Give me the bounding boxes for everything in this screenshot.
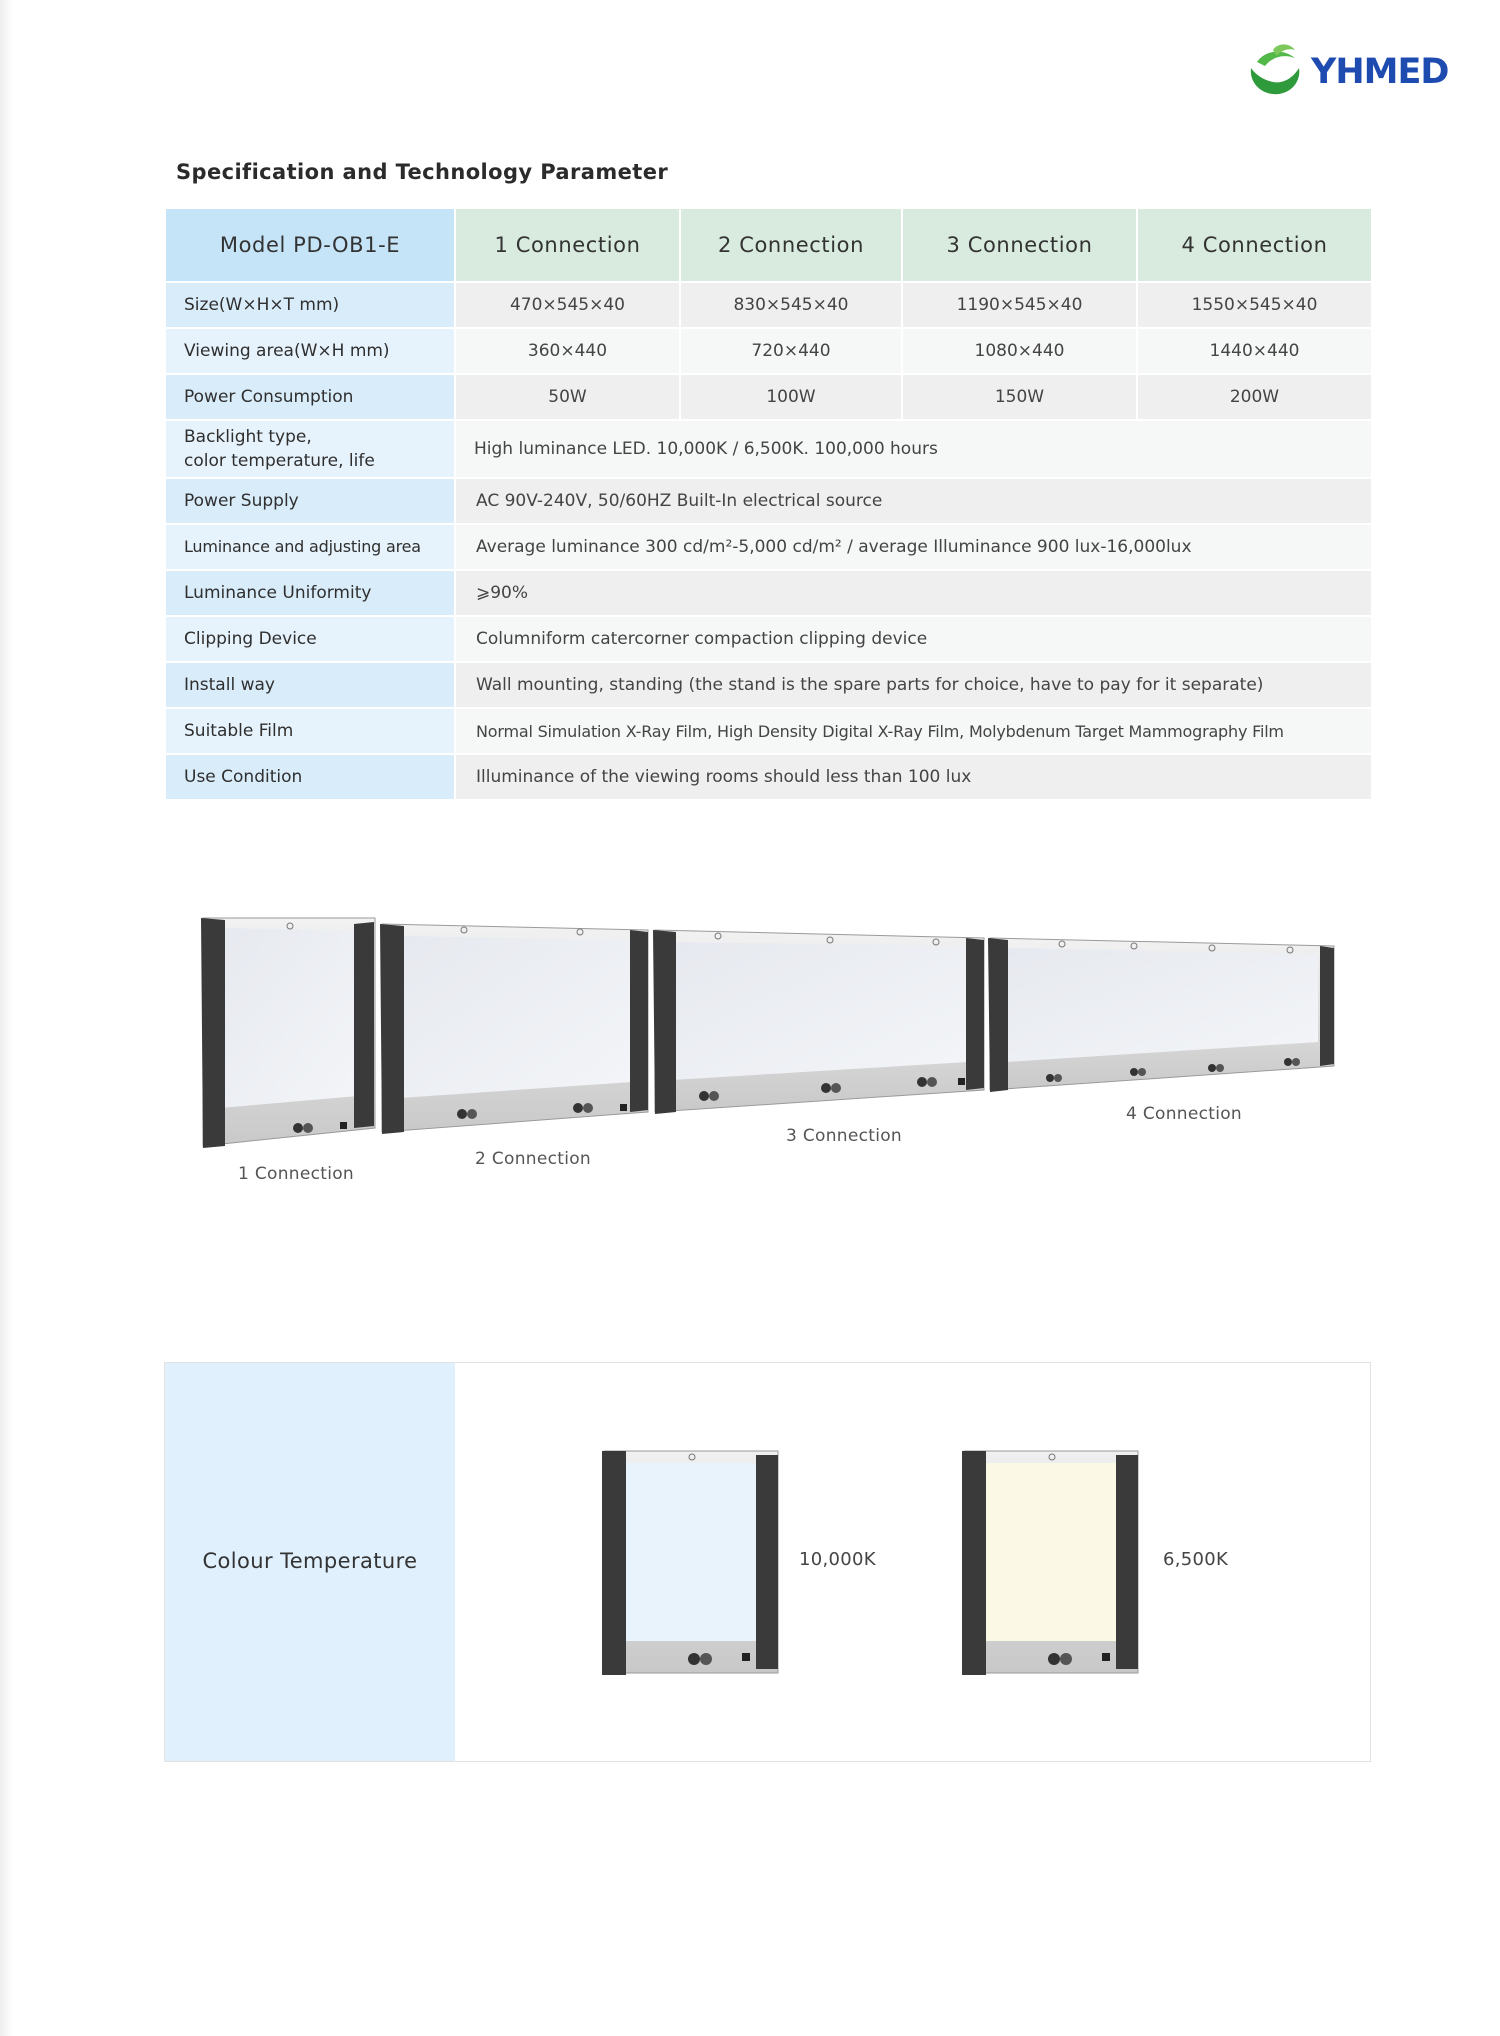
row-label: Suitable Film (165, 708, 455, 754)
cell-value: 1440×440 (1137, 328, 1372, 374)
product-label-2-connection: 2 Connection (475, 1149, 592, 1169)
brand-logo (1243, 44, 1453, 100)
cell-value: 360×440 (455, 328, 680, 374)
row-label: Power Supply (165, 478, 455, 524)
cell-value: 470×545×40 (455, 282, 680, 328)
row-label: Clipping Device (165, 616, 455, 662)
cell-value: AC 90V-240V, 50/60HZ Built-In electrical source (455, 478, 1372, 524)
colour-temperature-label-cell (165, 1363, 455, 1761)
logo-leaf-icon (1243, 44, 1309, 100)
table-row-backlight (165, 420, 1372, 478)
row-label: Install way (165, 662, 455, 708)
cell-value: 50W (455, 374, 680, 420)
table-row-size (165, 282, 1372, 328)
header-2-connection: 2 Connection (680, 208, 902, 282)
table-row-power-consumption (165, 374, 1372, 420)
cell-value: 720×440 (680, 328, 902, 374)
viewer-6500k-image (962, 1449, 1144, 1677)
row-label (165, 420, 455, 478)
row-label: Viewing area(W×H mm) (165, 328, 455, 374)
row-label: Luminance Uniformity (165, 570, 455, 616)
colour-temperature-title: Colour Temperature (202, 1549, 418, 1573)
spec-table (164, 207, 1373, 801)
cell-value: ⩾90% (455, 570, 1372, 616)
cell-value: Illuminance of the viewing rooms should less than 100 lux (455, 754, 1372, 800)
colour-temperature-section (164, 1362, 1371, 1762)
cell-value: 1550×545×40 (1137, 282, 1372, 328)
row-label: Power Consumption (165, 374, 455, 420)
page-edge-shade (0, 0, 14, 2036)
row-label: Size(W×H×T mm) (165, 282, 455, 328)
row-label: Use Condition (165, 754, 455, 800)
table-header-row (165, 208, 1372, 282)
cell-value: 200W (1137, 374, 1372, 420)
cell-value: Columniform catercorner compaction clipping device (455, 616, 1372, 662)
table-row-suitable-film (165, 708, 1372, 754)
colour-temp-10000k-label: 10,000K (799, 1549, 876, 1570)
table-row-clipping-device (165, 616, 1372, 662)
product-label-1-connection: 1 Connection (238, 1164, 355, 1184)
header-3-connection: 3 Connection (902, 208, 1137, 282)
cell-value: 150W (902, 374, 1137, 420)
cell-value: Average luminance 300 cd/m²-5,000 cd/m² / average Illuminance 900 lux-16,000lux (455, 524, 1372, 570)
header-model: Model PD-OB1-E (165, 208, 455, 282)
viewer-2-connection-image (380, 924, 648, 1134)
cell-value: 100W (680, 374, 902, 420)
table-row-power-supply (165, 478, 1372, 524)
viewer-10000k-image (602, 1449, 784, 1677)
product-label-4-connection: 4 Connection (1126, 1104, 1243, 1124)
cell-value: High luminance LED. 10,000K / 6,500K. 100,000 hours (455, 420, 1372, 478)
viewer-3-connection-image (653, 930, 984, 1114)
header-4-connection: 4 Connection (1137, 208, 1372, 282)
table-row-uniformity (165, 570, 1372, 616)
colour-temp-6500k-label: 6,500K (1163, 1549, 1229, 1570)
cell-value: 830×545×40 (680, 282, 902, 328)
cell-value: 1080×440 (902, 328, 1137, 374)
cell-value: Normal Simulation X-Ray Film, High Density Digital X-Ray Film, Molybdenum Target Mammography Film (455, 708, 1372, 754)
cell-value: 1190×545×40 (902, 282, 1137, 328)
section-title: Specification and Technology Parameter (176, 160, 669, 184)
cell-value: Wall mounting, standing (the stand is the spare parts for choice, have to pay for it separate) (455, 662, 1372, 708)
row-label-line2: color temperature, life (184, 451, 375, 471)
table-row-use-condition (165, 754, 1372, 800)
table-row-luminance (165, 524, 1372, 570)
viewer-4-connection-image (988, 938, 1334, 1092)
viewer-1-connection-image (201, 918, 375, 1148)
product-label-3-connection: 3 Connection (786, 1126, 903, 1146)
table-row-install-way (165, 662, 1372, 708)
row-label-line1: Backlight type, (184, 427, 312, 447)
header-1-connection: 1 Connection (455, 208, 680, 282)
row-label: Luminance and adjusting area (165, 524, 455, 570)
table-row-viewing-area (165, 328, 1372, 374)
logo-wordmark: YHMED (1311, 52, 1449, 92)
